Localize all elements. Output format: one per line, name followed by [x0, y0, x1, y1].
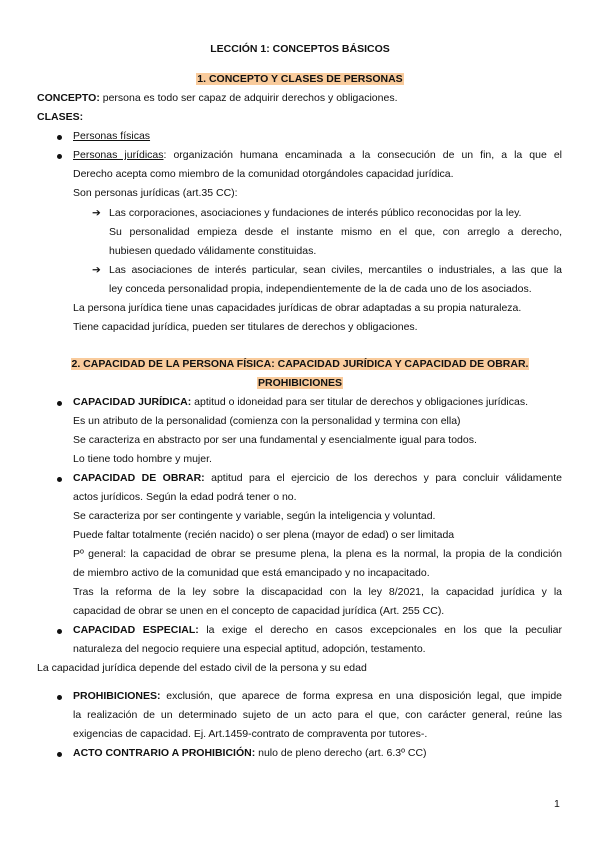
item-personas-fisicas: Personas físicas — [73, 130, 151, 142]
item-personas-juridicas-cont: Derecho acepta como miembro de la comunidad otorgándoles capacidad jurídica. — [73, 168, 454, 180]
capacidad-juridica-l2: Es un atributo de la personalidad (comienza con la personalidad y termina con ella) — [73, 415, 461, 427]
concepto-line: CONCEPTO: persona es todo ser capaz de adquirir derechos y obligaciones. — [37, 92, 398, 104]
paragraph-capacidades: La persona jurídica tiene unas capacidades jurídicas de obrar adaptadas a su propia naturaleza. — [73, 302, 522, 314]
capacidad-obrar-l5: Pº general: la capacidad de obrar se presume plena, la plena es la normal, la propia de la condición — [73, 548, 562, 560]
sub-item-corporaciones: Las corporaciones, asociaciones y fundaciones de interés público reconocidas por la ley. — [109, 207, 522, 219]
art35-line: Son personas jurídicas (art.35 CC): — [73, 187, 238, 199]
sub-item-corporaciones-cont: Su personalidad empieza desde el instante mismo en el que, con arreglo a derecho, — [109, 226, 562, 238]
page-number: 1 — [554, 798, 560, 810]
prohibiciones: PROHIBICIONES: exclusión, que aparece de forma expresa en una disposición legal, que impide — [73, 690, 562, 702]
capacidad-obrar-l7: Tras la reforma de la ley sobre la discapacidad con la ley 8/2021, la capacidad jurídica y la — [73, 586, 562, 598]
prohibiciones-l2: la realización de un determinado sujeto de un acto para el que, con carácter general, reúne las — [73, 709, 562, 721]
item-personas-juridicas: Personas jurídicas: organización humana encaminada a la consecución de un fin, a la que el — [73, 149, 563, 161]
arrow-right-icon: ➔ — [92, 207, 101, 219]
sub-item-corporaciones-cont2: hubiesen quedado válidamente constituidas. — [109, 245, 317, 257]
acto-contrario: ACTO CONTRARIO A PROHIBICIÓN: nulo de pleno derecho (art. 6.3º CC) — [73, 747, 427, 759]
section-2-heading: 2. CAPACIDAD DE LA PERSONA FÍSICA: CAPACIDAD JURÍDICA Y CAPACIDAD DE OBRAR. — [71, 358, 529, 370]
bullet-icon — [57, 154, 62, 159]
paragraph-titulares: Tiene capacidad jurídica, pueden ser titulares de derechos y obligaciones. — [73, 321, 418, 333]
estado-civil-line: La capacidad jurídica depende del estado civil de la persona y su edad — [37, 662, 367, 674]
capacidad-juridica: CAPACIDAD JURÍDICA: aptitud o idoneidad para ser titular de derechos y obligaciones jurídicas. — [73, 396, 529, 408]
bullet-icon — [57, 629, 62, 634]
capacidad-obrar-l8: capacidad de obrar se unen en el concepto de capacidad jurídica (Art. 255 CC). — [73, 605, 445, 617]
arrow-right-icon: ➔ — [92, 264, 101, 276]
section-1-heading: 1. CONCEPTO Y CLASES DE PERSONAS — [197, 73, 403, 85]
capacidad-obrar-l2: actos jurídicos. Según la edad podrá tener o no. — [73, 491, 297, 503]
prohibiciones-l3: exigencias de capacidad. Ej. Art.1459-contrato de compraventa por tutores-. — [73, 728, 428, 740]
section-2-heading-cont: PROHIBICIONES — [257, 377, 342, 389]
capacidad-obrar: CAPACIDAD DE OBRAR: aptitud para el ejercicio de los derechos y para concluir válidamente — [73, 472, 562, 484]
bullet-icon — [57, 752, 62, 757]
capacidad-obrar-l4: Puede faltar totalmente (recién nacido) o ser plena (mayor de edad) o ser limitada — [73, 529, 455, 541]
capacidad-especial-l2: naturaleza del negocio requiere una especial aptitud, adopción, testamento. — [73, 643, 426, 655]
document-title: LECCIÓN 1: CONCEPTOS BÁSICOS — [210, 43, 390, 55]
bullet-icon — [57, 695, 62, 700]
capacidad-especial: CAPACIDAD ESPECIAL: la exige el derecho en casos excepcionales en los que la peculiar — [73, 624, 562, 636]
capacidad-obrar-l6: de miembro activo de la comunidad que está emancipado y no incapacitado. — [73, 567, 430, 579]
sub-item-asociaciones-cont: ley conceda personalidad propia, independientemente de la de cada uno de los asociados. — [109, 283, 532, 295]
capacidad-juridica-l4: Lo tiene todo hombre y mujer. — [73, 453, 212, 465]
capacidad-juridica-l3: Se caracteriza en abstracto por ser una fundamental y esencialmente igual para todos. — [73, 434, 477, 446]
clases-label: CLASES: — [37, 111, 84, 123]
bullet-icon — [57, 477, 62, 482]
bullet-icon — [57, 135, 62, 140]
bullet-icon — [57, 401, 62, 406]
capacidad-obrar-l3: Se caracteriza por ser contingente y variable, según la inteligencia y voluntad. — [73, 510, 436, 522]
sub-item-asociaciones: Las asociaciones de interés particular, sean civiles, mercantiles o industriales, a las que la — [109, 264, 562, 276]
